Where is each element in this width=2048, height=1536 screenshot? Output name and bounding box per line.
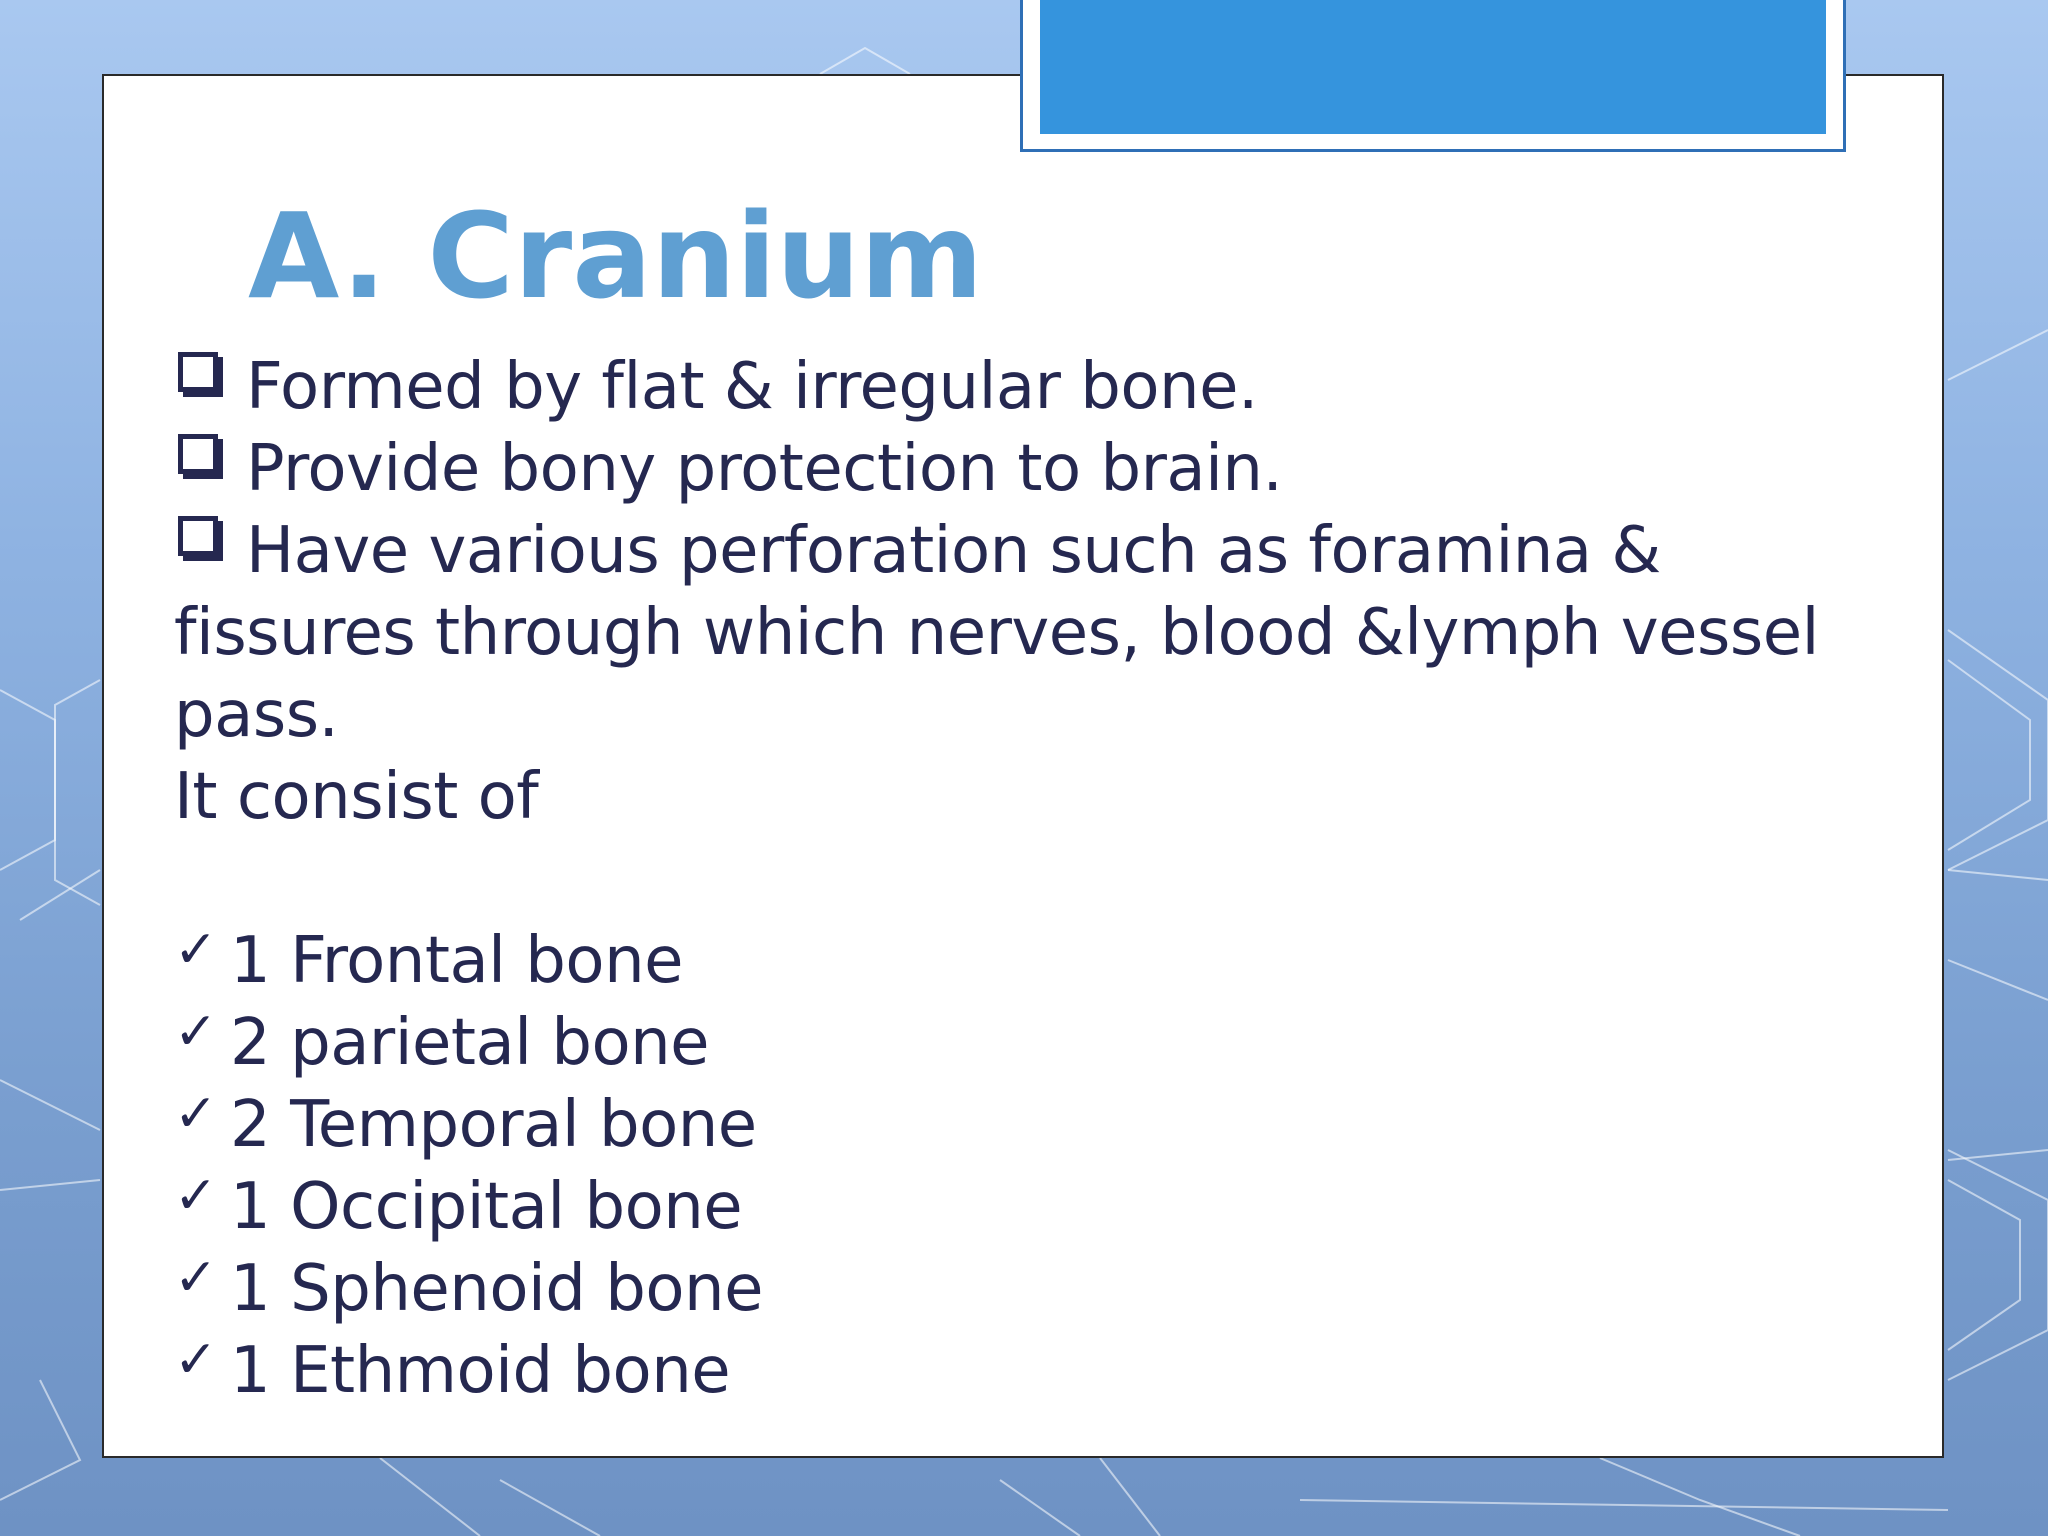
check-item: ✓ 1 Frontal bone bbox=[174, 920, 683, 998]
bullet-item: Have various perforation such as foramina & fissures through which nerves, blood &lymph vessel pass. bbox=[174, 514, 1819, 752]
bullet-item: Provide bony protection to brain. bbox=[174, 428, 1864, 510]
checkmark-icon: ✓ bbox=[174, 920, 218, 980]
spacer bbox=[174, 838, 1864, 920]
check-item: ✓ 1 Ethmoid bone bbox=[174, 1330, 731, 1408]
checkmark-icon: ✓ bbox=[174, 1084, 218, 1144]
checkmark-icon: ✓ bbox=[174, 1248, 218, 1308]
check-item: ✓ 2 Temporal bone bbox=[174, 1084, 757, 1162]
intro-text: It consist of bbox=[174, 760, 539, 834]
checkbox-icon bbox=[178, 352, 218, 392]
slide-title: A. Cranium bbox=[248, 187, 984, 325]
checkmark-icon: ✓ bbox=[174, 1330, 218, 1390]
header-accent-block bbox=[1040, 0, 1826, 134]
checkbox-icon bbox=[178, 516, 218, 556]
checkmark-icon: ✓ bbox=[174, 1002, 218, 1062]
checkbox-icon bbox=[178, 434, 218, 474]
check-item: ✓ 1 Occipital bone bbox=[174, 1166, 743, 1244]
slide-body bbox=[174, 346, 1864, 1412]
bullet-item: Formed by flat & irregular bone. bbox=[174, 346, 1864, 428]
check-item: ✓ 1 Sphenoid bone bbox=[174, 1248, 763, 1326]
checkmark-icon: ✓ bbox=[174, 1166, 218, 1226]
check-item: ✓ 2 parietal bone bbox=[174, 1002, 710, 1080]
